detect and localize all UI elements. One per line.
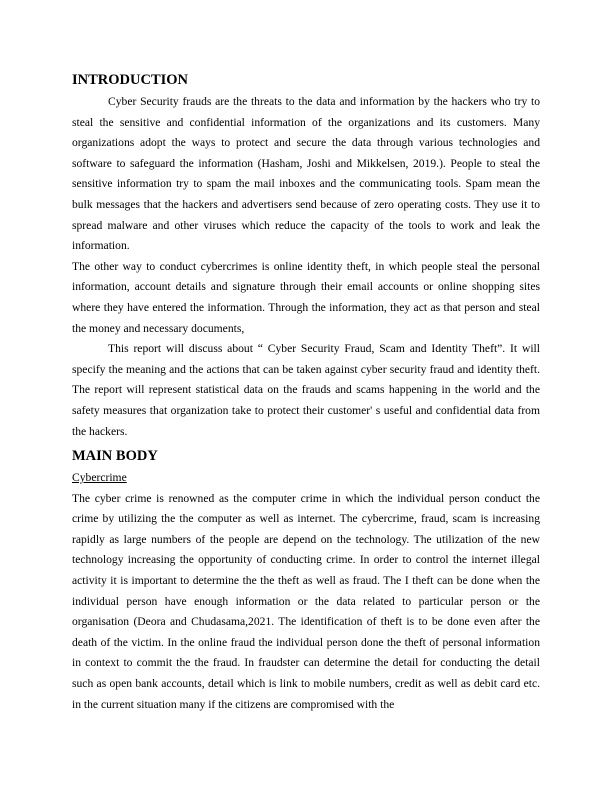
introduction-paragraph-2: The other way to conduct cybercrimes is online identity theft, in which people steal the personal information, account details and signature through their email accounts or online shopping sites where they have entered the information. Through the information, they act as that person and steal the money and necessary documents, — [72, 259, 540, 335]
main-body-paragraph-1: The cyber crime is renowned as the computer crime in which the individual person conduct the crime by utilizing the the computer as well as internet. The cybercrime, fraud, scam is increasing rapidly as large numbers of the people are depend on the technology. The utilization of the new technology increasing the opportunity of conducting crime. In order to control the internet illegal activity it is important to determine the the theft as well as fraud. The I theft can be done when the individual person have enough information or the data related to particular person or the organisation (Deora and Chudasama,2021. The identification of theft is to be done even after the death of the victim. In the online fraud the individual person done the theft of personal information in context to commit the the fraud. In fraudster can determine the detail for conducting the detail such as open bank accounts, detail which is link to mobile numbers, credit as well as debit card etc. in the current situation many if the citizens are compromised with the — [72, 491, 540, 711]
introduction-heading: INTRODUCTION — [72, 72, 189, 88]
introduction-paragraph-3: This report will discuss about “ Cyber Security Fraud, Scam and Identity Theft”. It will specify the meaning and the actions that can be taken against cyber security fraud and identity theft. The report will represent statistical data on the frauds and scams happening in the world and the safety measures that organization take to protect their customer' s useful and confidential data from the hackers. — [72, 342, 540, 438]
cybercrime-subheading: Cybercrime — [72, 471, 127, 485]
introduction-paragraph-1: Cyber Security frauds are the threats to the data and information by the hackers who try to steal the sensitive and confidential information of the organizations and its customers. Many organizations adopt the ways to protect and secure the data through various technologies and software to safeguard the information (Hasham, Joshi and Mikkelsen, 2019.). People to steal the sensitive information try to spam the mail inboxes and the communicating tools. Spam mean the bulk messages that the hackers and advertisers send because of zero operating costs. They use it to spread malware and other viruses which reduce the capacity of the tools to work and leak the information. — [72, 95, 540, 253]
document-content — [72, 70, 540, 715]
main-body-heading: MAIN BODY — [72, 448, 158, 465]
